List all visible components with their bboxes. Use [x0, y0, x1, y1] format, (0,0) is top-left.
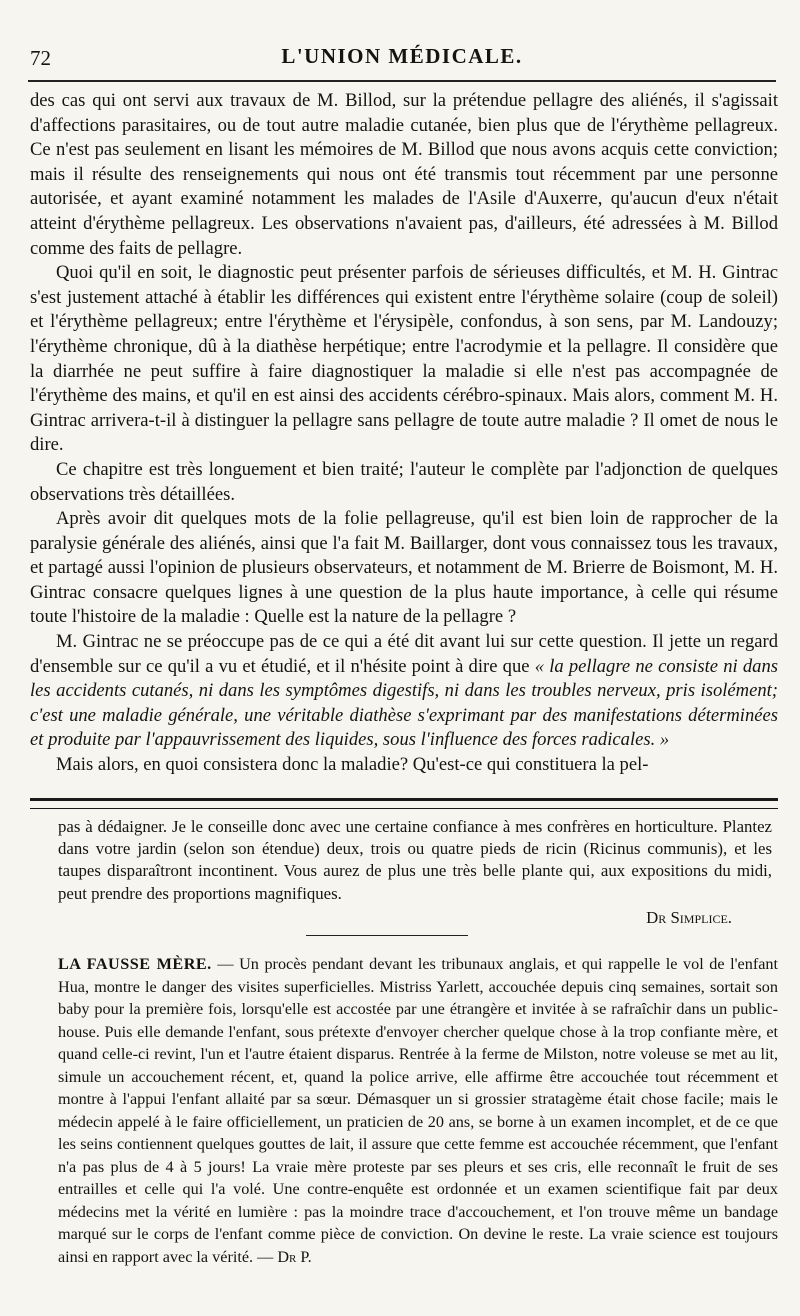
paragraph-folie: Après avoir dit quelques mots de la folie pellagreuse, qu'il est bien loin de rapprocher de la paralysie générale des aliénés, ainsi que l'a fait M. Baillarger, dont vous connaissez tous les travaux, et partagé aussi l'opinion de plusieurs observateurs, et notamment de M. Brierre de Boismont, M. H. Gintrac consacre quelques lignes à une question de la plus haute importance, à celle qui résume toute l'histoire de la maladie : Quelle est la nature de la pellagre ?: [30, 508, 778, 628]
paragraph-question: Mais alors, en quoi consistera donc la maladie? Qu'est-ce qui constituera la pel-: [56, 754, 649, 776]
gintrac-quote: « la pellagre ne consiste ni dans les accidents cutanés, ni dans les symptômes digestifs, ni dans les troubles nerveux, pris isolément; c'est une maladie générale, une véritable diathèse s'exprimant par des manifestations déterminées et produite par l'appauvrissement des liquides, sous l'influence des forces radicales. »: [30, 655, 778, 751]
story-signature: — Dr P.: [257, 1247, 312, 1266]
story-text: — Un procès pendant devant les tribunaux anglais, et qui rappelle le vol de l'enfant Hua, montre le danger des visites superficielles. Mistriss Yarlett, accouchée depuis cinq semaines, sortait son baby pour la première fois, lorsqu'elle est accostée par une étrangère et invitée à se rafraîchir dans un public-house. Puis elle demande l'enfant, sous prétexte d'envoyer chercher quelque chose à la trop confiante mère, et quand celle-ci revint, l'un et l'autre étaient disparus. Rentrée à la ferme de Milston, notre voleuse se met au lit, simule un accouchement récent, et, quand la police arrive, elle affirme être accouchée tout récemment et montre à l'appui l'enfant allaité par sa sœur. Démasquer un si grossier stratagème était chose facile; mais le médecin appelé à le faire officiellement, un praticien de 20 ans, se borne à un examen incomplet, et de ce que les seins contiennent quelques gouttes de lait, il assure que cette femme est accouchée récemment, que l'enfant n'a pas plus de 4 à 5 jours! La vraie mère proteste par ses pleurs et ses cris, elle reconnaît le fruit de ses entrailles et celle qui l'a volé. Une contre-enquête est ordonnée et un examen scientifique fait par deux médecins met la vérité en lumière : pas la moindre trace d'accouchement, et l'on trouve même un bandage marqué sur le corps de l'enfant comme pièce de conviction. On devine le reste. La vraie science est toujours ainsi en rapport avec la vérité.: [58, 955, 778, 1266]
journal-title: L'UNION MÉDICALE.: [281, 44, 523, 68]
gintrac-lead: M. Gintrac ne se préoccupe pas de ce qui a été dit avant lui sur cette question. Il jette un regard d'ensemble sur ce qu'il a vu et étudié, et il n'hésite point à dire que: [30, 631, 778, 677]
main-column: [30, 89, 778, 778]
feuilleton-text: pas à dédaigner. Je le conseille donc avec une certaine confiance à mes confrères en horticulture. Plantez dans votre jardin (selon son étendue) deux, trois ou quatre pieds de ricin (Ricinus communis), et les taupes disparaîtront incontinent. Vous aurez de plus une très belle plante qui, aux expositions du midi, peut prendre des proportions magnifiques.: [58, 817, 772, 903]
story-fausse-mere: [58, 953, 778, 1268]
feuilleton-column: [58, 816, 772, 929]
feuilleton-separator: [30, 798, 778, 809]
section-divider: [306, 935, 468, 936]
story-paragraph: [58, 953, 778, 1268]
paragraph-diagnostic: Quoi qu'il en soit, le diagnostic peut présenter parfois de sérieuses difficultés, et M. H. Gintrac s'est justement attaché à établir les différences qui existent entre l'érythème solaire (coup de soleil) et l'érythème pellagreux; entre l'érythème et l'érysipèle, confondus, à son sens, par M. Landouzy; l'érythème chronique, dû à la diathèse herpétique; entre l'acrodymie et la pellagre. Il considère que la diarrhée ne peut suffire à faire diagnostiquer la maladie si elle n'est pas accompagnée de l'érythème des mains, et qu'il en est ainsi des accidents cérébro-spinaux. Mais alors, comment M. H. Gintrac arrivera-t-il à distinguer la pellagre sans pellagre de toute autre maladie ? Il omet de nous le dire.: [30, 262, 778, 456]
header-rule: [28, 80, 776, 82]
feuilleton-signature-line: [58, 907, 772, 929]
paragraph-chapter: Ce chapitre est très longuement et bien traité; l'auteur le complète par l'adjonction de quelques observations très détaillées.: [30, 458, 778, 505]
paragraph-gintrac: [30, 630, 778, 753]
page-header: [26, 40, 778, 76]
feuilleton-signature: Dr Simplice.: [646, 907, 732, 927]
story-heading: LA FAUSSE MÈRE.: [58, 955, 212, 973]
paragraph-billod: des cas qui ont servi aux travaux de M. Billod, sur la prétendue pellagre des aliénés, il s'agissait d'affections parasitaires, ou de tout autre maladie cutanée, bien plus que de l'érythème pellagreux. Ce n'est pas seulement en lisant les mémoires de M. Billod que nous avons acquis cette conviction; mais il résulte des renseignements qui nous ont été transmis tout récemment par une personne autorisée, et ayant examiné notamment les malades de l'Asile d'Auxerre, qu'aucun d'eux n'était atteint d'érythème pellagreux. Les observations n'avaient pas, d'ailleurs, été adressées à M. Billod comme des faits de pellagre.: [30, 90, 778, 259]
page-number: 72: [30, 46, 51, 70]
